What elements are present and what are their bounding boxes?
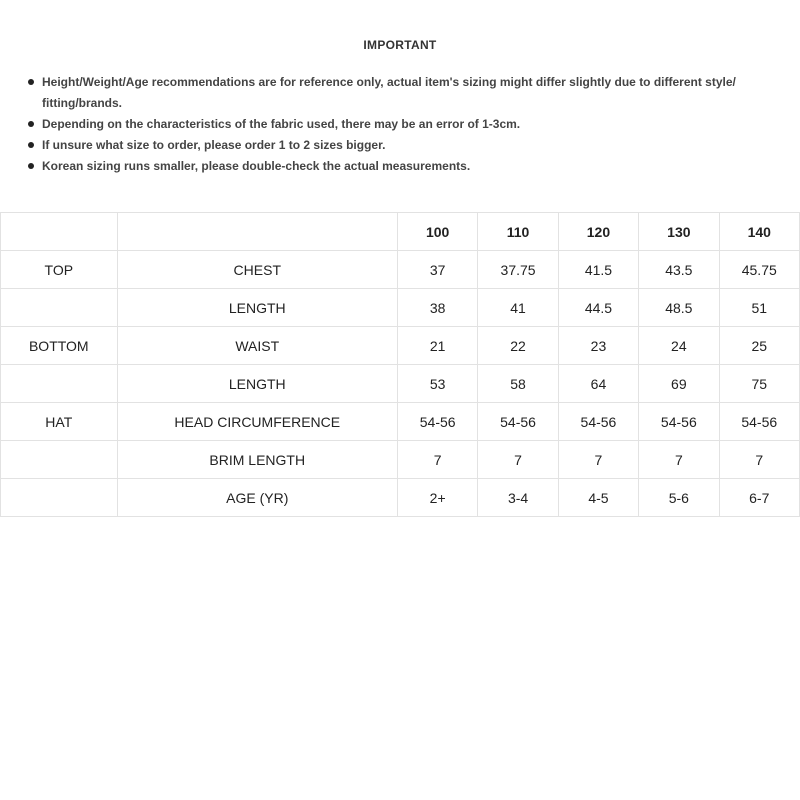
value-cell: 41 [478, 289, 558, 327]
bullet-icon [28, 142, 34, 148]
value-cell: 22 [478, 327, 558, 365]
measurement-cell: LENGTH [117, 289, 397, 327]
value-cell: 51 [719, 289, 799, 327]
value-cell: 54-56 [478, 403, 558, 441]
value-cell: 21 [397, 327, 477, 365]
bullet-icon [28, 79, 34, 85]
value-cell: 7 [397, 441, 477, 479]
value-cell: 53 [397, 365, 477, 403]
table-row [1, 479, 800, 517]
notice-item-text: Korean sizing runs smaller, please double-check the actual measurements. [42, 159, 471, 173]
table-row [1, 327, 800, 365]
size-header-110: 110 [478, 213, 558, 251]
value-cell: 43.5 [639, 251, 719, 289]
measurement-cell: AGE (YR) [117, 479, 397, 517]
notice-item-text: Height/Weight/Age recommendations are for reference only, actual item's sizing might differ slightly due to different style/ fitting/brands. [42, 75, 736, 110]
table-row [1, 441, 800, 479]
notice-title: IMPORTANT [363, 38, 437, 52]
category-cell: TOP [1, 251, 118, 289]
value-cell: 44.5 [558, 289, 638, 327]
value-cell: 75 [719, 365, 799, 403]
bullet-icon [28, 121, 34, 127]
notice-item [28, 156, 778, 177]
value-cell: 48.5 [639, 289, 719, 327]
table-row [1, 365, 800, 403]
value-cell: 45.75 [719, 251, 799, 289]
measurement-cell: WAIST [117, 327, 397, 365]
value-cell: 3-4 [478, 479, 558, 517]
notice-item [28, 114, 778, 135]
size-header-140: 140 [719, 213, 799, 251]
table-row [1, 251, 800, 289]
measurement-cell: HEAD CIRCUMFERENCE [117, 403, 397, 441]
value-cell: 25 [719, 327, 799, 365]
size-header-100: 100 [397, 213, 477, 251]
value-cell: 23 [558, 327, 638, 365]
notice-item-text: If unsure what size to order, please order 1 to 2 sizes bigger. [42, 138, 386, 152]
notice-list [28, 72, 778, 177]
table-row [1, 403, 800, 441]
measurement-cell: LENGTH [117, 365, 397, 403]
measurement-cell: CHEST [117, 251, 397, 289]
category-header-cell [1, 213, 118, 251]
value-cell: 7 [719, 441, 799, 479]
value-cell: 37.75 [478, 251, 558, 289]
size-header-130: 130 [639, 213, 719, 251]
size-header-row [1, 213, 800, 251]
value-cell: 4-5 [558, 479, 638, 517]
value-cell: 64 [558, 365, 638, 403]
value-cell: 24 [639, 327, 719, 365]
value-cell: 54-56 [719, 403, 799, 441]
category-cell: HAT [1, 403, 118, 441]
notice-item [28, 135, 778, 156]
category-cell [1, 289, 118, 327]
category-cell [1, 479, 118, 517]
value-cell: 54-56 [397, 403, 477, 441]
category-cell [1, 441, 118, 479]
size-header-120: 120 [558, 213, 638, 251]
measurement-cell: BRIM LENGTH [117, 441, 397, 479]
value-cell: 54-56 [639, 403, 719, 441]
value-cell: 41.5 [558, 251, 638, 289]
value-cell: 37 [397, 251, 477, 289]
value-cell: 69 [639, 365, 719, 403]
value-cell: 7 [558, 441, 638, 479]
value-cell: 5-6 [639, 479, 719, 517]
size-chart-table [0, 212, 800, 517]
category-cell: BOTTOM [1, 327, 118, 365]
value-cell: 6-7 [719, 479, 799, 517]
value-cell: 38 [397, 289, 477, 327]
value-cell: 2+ [397, 479, 477, 517]
value-cell: 58 [478, 365, 558, 403]
value-cell: 7 [478, 441, 558, 479]
notice-item-text: Depending on the characteristics of the fabric used, there may be an error of 1-3cm. [42, 117, 521, 131]
value-cell: 7 [639, 441, 719, 479]
value-cell: 54-56 [558, 403, 638, 441]
notice-item [28, 72, 778, 114]
table-row [1, 289, 800, 327]
category-cell [1, 365, 118, 403]
measurement-header-cell [117, 213, 397, 251]
bullet-icon [28, 163, 34, 169]
